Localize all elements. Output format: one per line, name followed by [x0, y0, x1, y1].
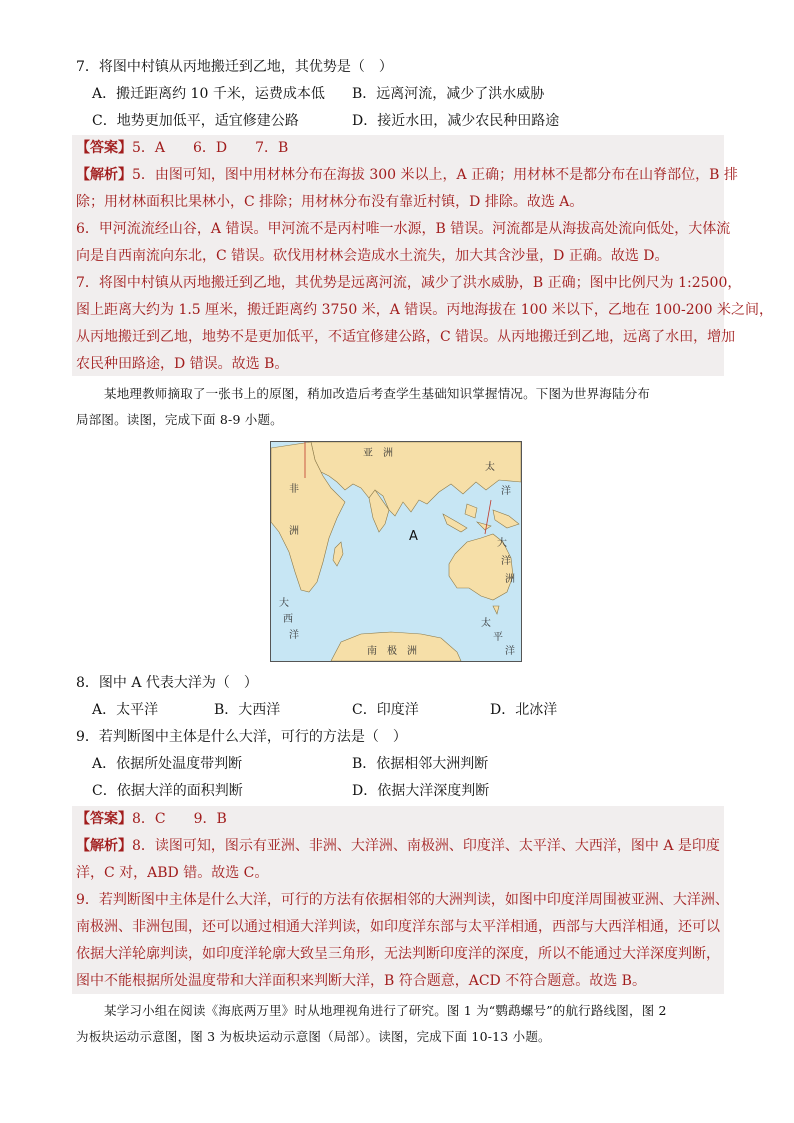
analysis-line-2-2: 9．若判断图中主体是什么大洋，可行的方法有依据相邻的大洲判读，如图中印度洋周围被亚洲、大洋洲、	[76, 892, 729, 908]
analysis-line-2-3: 南极洲、非洲包围，还可以通过相通大洋判读，如印度洋东部与太平洋相通，西部与大西洋相通，还可以	[76, 919, 720, 935]
q7-option-a: A．搬迁距离约 10 千米，运费成本低	[92, 86, 325, 102]
analysis-line-1-6: 从丙地搬迁到乙地，地势不是更加低平，不适宜修建公路，C 错误。从丙地搬迁到乙地，远离了水田，增加	[76, 329, 736, 345]
q7-stem: 7．将图中村镇从丙地搬迁到乙地，其优势是（ ）	[76, 59, 393, 75]
analysis-tag: 【解析】	[76, 838, 132, 854]
label-oceania-2: 洋	[501, 556, 511, 567]
label-pacific-2: 洋	[501, 486, 511, 497]
q8-option-a: A．太平洋	[92, 702, 159, 718]
analysis-line-2-5: 图中不能根据所处温度带和大洋面积来判断大洋，B 符合题意，ACD 不符合题意。故选 B。	[76, 973, 646, 989]
label-ocean-a: A	[409, 529, 418, 544]
q9-option-c: C．依据大洋的面积判断	[92, 783, 243, 799]
label-pacific-s3: 洋	[505, 646, 515, 657]
analysis-line-1-7: 农民种田路途，D 错误。故选 B。	[76, 356, 289, 372]
label-atlantic-1: 大	[279, 598, 289, 609]
answer-text: 5．A 6．D 7．B	[132, 140, 289, 156]
answer-tag: 【答案】	[76, 140, 132, 156]
analysis-text: 5．由图可知，图中用材林分布在海拔 300 米以上，A 正确；用材林不是都分布在山脊部位，B 排	[132, 167, 738, 183]
q7-option-d: D．接近水田，减少农民种田路途	[352, 113, 560, 129]
label-oceania-1: 大	[497, 538, 507, 549]
q8-option-d: D．北冰洋	[490, 702, 558, 718]
intro-8-9-line-1: 局部图。读图，完成下面 8-9 小题。	[76, 412, 283, 427]
q7-option-c: C．地势更加低平，适宜修建公路	[92, 113, 299, 129]
intro-8-9-line-0: 某地理教师摘取了一张书上的原图，稍加改造后考查学生基础知识掌握情况。下图为世界海陆分布	[104, 386, 651, 401]
answer-tag: 【答案】	[76, 811, 132, 827]
analysis-line-2-0	[76, 833, 736, 859]
map-svg	[271, 442, 521, 661]
analysis-line-1-5: 图上距离大约为 1.5 厘米，搬迁距离约 3750 米，A 错误。丙地海拔在 100 米以下，乙地在 100-200 米之间，	[76, 302, 773, 318]
analysis-line-1-0	[76, 162, 736, 188]
q8-option-b: B．大西洋	[214, 702, 281, 718]
label-pacific-1: 太	[485, 462, 495, 473]
world-sea-land-map	[270, 441, 522, 662]
q8-stem: 8．图中 A 代表大洋为（ ）	[76, 675, 258, 691]
label-antarctica: 南 极 洲	[367, 646, 417, 657]
q9-option-a: A．依据所处温度带判断	[92, 756, 243, 772]
analysis-line-1-1: 除；用材林面积比果林小，C 排除；用材林分布没有靠近村镇，D 排除。故选 A。	[76, 194, 584, 210]
intro-10-13-line-0: 某学习小组在阅读《海底两万里》时从地理视角进行了研究。图 1 为“鹦鹉螺号”的航行路线图，图 2	[104, 1003, 667, 1018]
analysis-line-2-1: 洋，C 对，ABD 错。故选 C。	[76, 865, 269, 881]
intro-10-13-line-1: 为板块运动示意图，图 3 为板块运动示意图（局部）。读图，完成下面 10-13 小题。	[76, 1029, 551, 1044]
analysis-line-1-2: 6．甲河流流经山谷，A 错误。甲河流不是丙村唯一水源，B 错误。河流都是从海拔高处流向低处，大体流	[76, 221, 731, 237]
q9-option-d: D．依据大洋深度判断	[352, 783, 490, 799]
q9-option-b: B．依据相邻大洲判断	[352, 756, 489, 772]
label-atlantic-2: 西	[283, 614, 293, 625]
q9-stem: 9．若判断图中主体是什么大洋，可行的方法是（ ）	[76, 729, 407, 745]
label-pacific-s2: 平	[493, 632, 503, 643]
label-africa-2: 洲	[289, 526, 299, 537]
label-pacific-s1: 太	[481, 618, 491, 629]
analysis-line-1-3: 向是自西南流向东北，C 错误。砍伐用材林会造成水土流失，加大其含沙量，D 正确。故选 D。	[76, 248, 669, 264]
answer-line-1	[76, 135, 736, 161]
label-oceania-3: 洲	[505, 574, 515, 585]
q7-option-b: B．远离河流，减少了洪水威胁	[352, 86, 545, 102]
q8-option-c: C．印度洋	[352, 702, 419, 718]
label-asia: 亚 洲	[363, 448, 393, 459]
label-atlantic-3: 洋	[289, 630, 299, 641]
analysis-text: 8．读图可知，图示有亚洲、非洲、大洋洲、南极洲、印度洋、太平洋、大西洋，图中 A 是印度	[132, 838, 720, 854]
answer-line-2	[76, 806, 736, 832]
analysis-tag: 【解析】	[76, 167, 132, 183]
analysis-line-2-4: 依据大洋轮廓判读，如印度洋轮廓大致呈三角形，无法判断印度洋的深度，所以不能通过大洋深度判断，	[76, 946, 720, 962]
label-africa-1: 非	[289, 484, 299, 495]
analysis-line-1-4: 7．将图中村镇从丙地搬迁到乙地，其优势是远离河流，减少了洪水威胁，B 正确；图中比例尺为 1:2500，	[76, 275, 742, 291]
answer-text: 8．C 9．B	[132, 811, 227, 827]
